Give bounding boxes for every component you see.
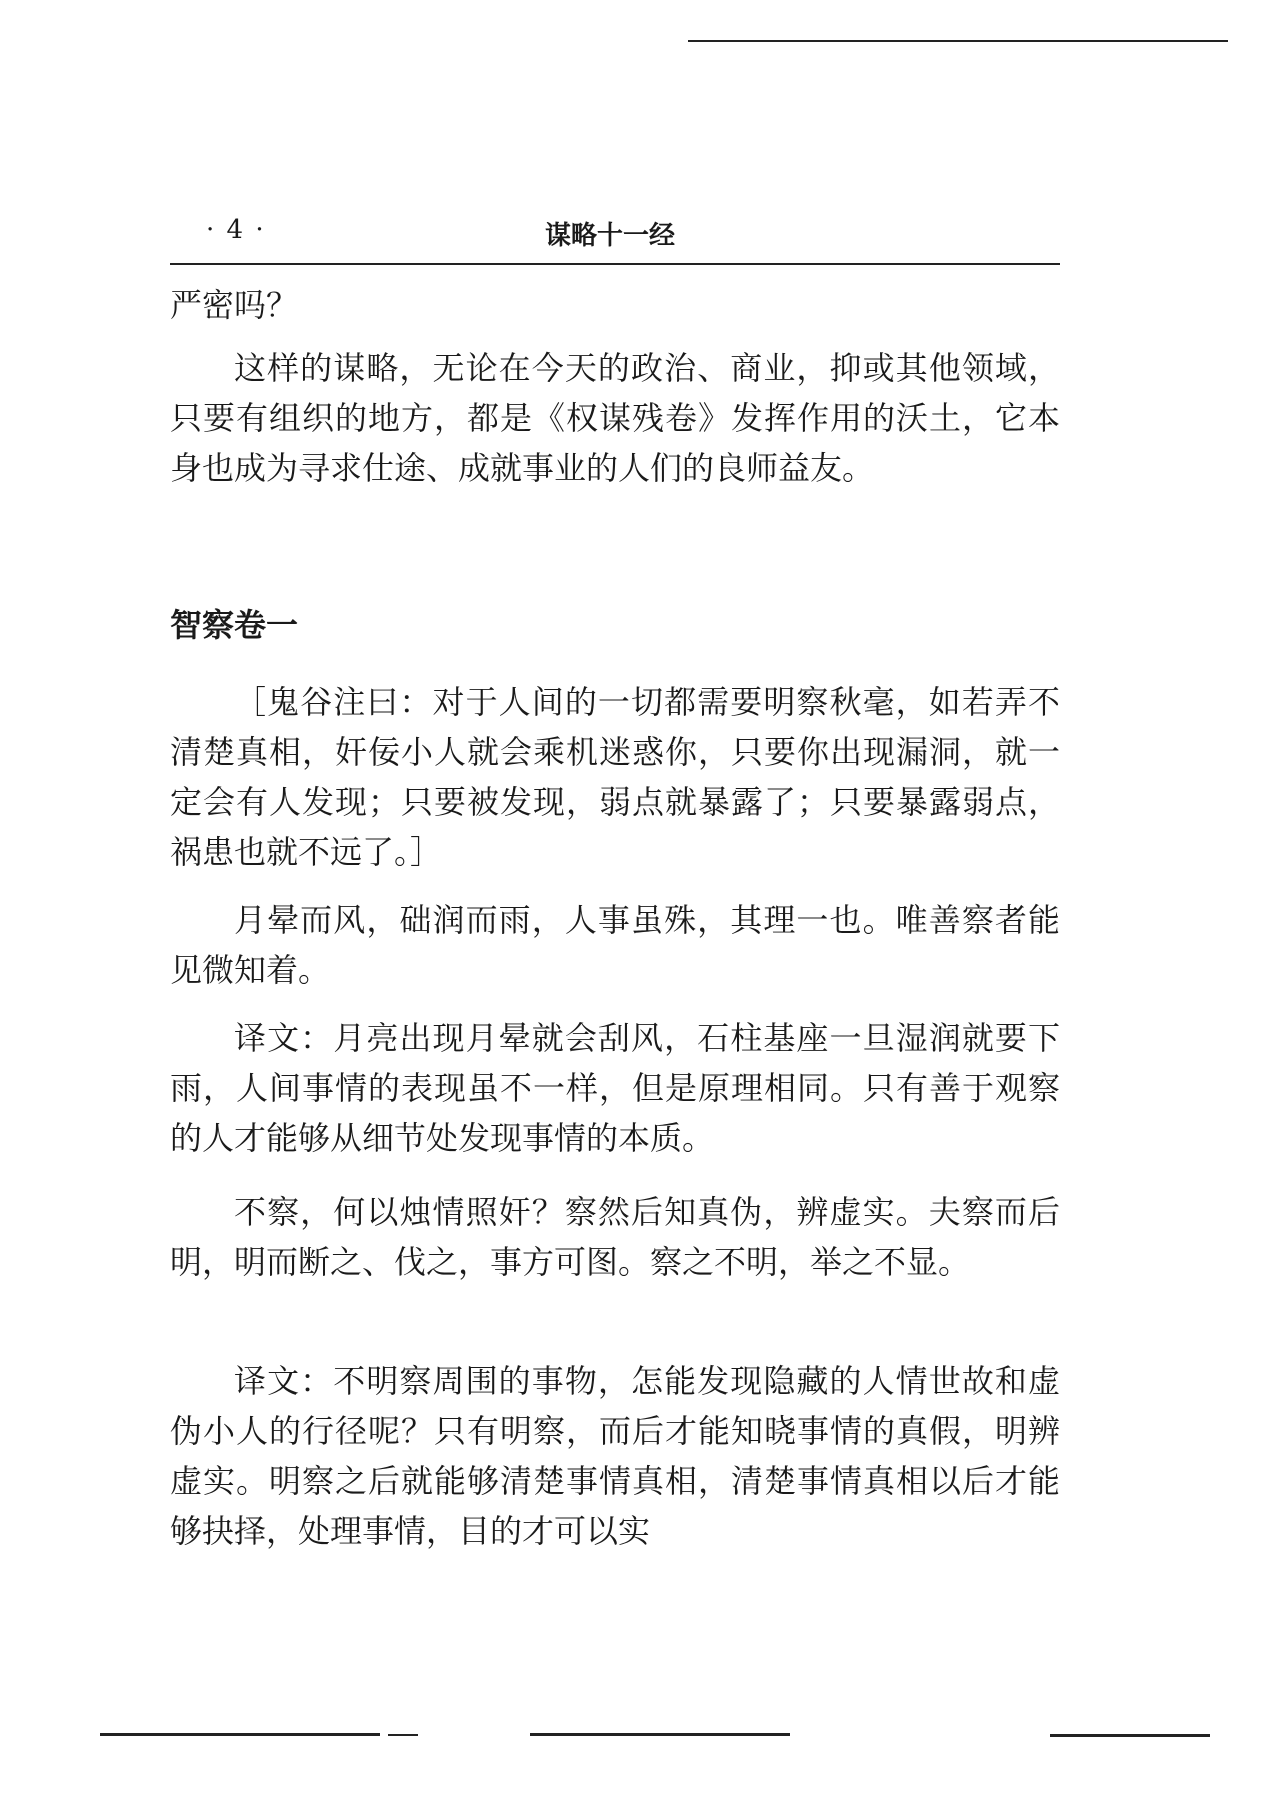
translation-paragraph: 译文：月亮出现月晕就会刮风，石柱基座一旦湿润就要下雨，人间事情的表现虽不一样，但是原理相同。只有善于观察的人才能够从细节处发现事情的本质。 — [170, 1019, 1060, 1157]
translation-paragraph: 译文：不明察周围的事物，怎能发现隐藏的人情世故和虚伪小人的行径呢？只有明察，而后才能知晓事情的真假，明辨虚实。明察之后就能够清楚事情真相，清楚事情真相以后才能够抉择，处理事情，目的才可以实 — [170, 1362, 1060, 1550]
top-scan-rule — [688, 40, 1228, 42]
scan-artifact — [100, 1733, 380, 1736]
running-title: 谋略十一经 — [545, 221, 676, 251]
scan-artifact — [1050, 1734, 1210, 1737]
classical-text-paragraph: 不察，何以烛情照奸？察然后知真伪，辨虚实。夫察而后明，明而断之、伐之，事方可图。察之不明，举之不显。 — [170, 1193, 1060, 1281]
page-header — [170, 215, 1055, 255]
paragraph-continuation: 严密吗？ — [170, 286, 299, 324]
header-rule — [170, 263, 1060, 265]
commentary-paragraph: ［鬼谷注曰：对于人间的一切都需要明察秋毫，如若弄不清楚真相，奸佞小人就会乘机迷惑你，只要你出现漏洞，就一定会有人发现；只要被发现，弱点就暴露了；只要暴露弱点，祸患也就不远了。］ — [170, 683, 1060, 871]
scan-artifact — [388, 1734, 418, 1736]
page-number: · 4 · — [206, 215, 266, 245]
paragraph: 这样的谋略，无论在今天的政治、商业，抑或其他领域，只要有组织的地方，都是《权谋残卷》发挥作用的沃土，它本身也成为寻求仕途、成就事业的人们的良师益友。 — [170, 349, 1060, 487]
classical-text-paragraph: 月晕而风，础润而雨，人事虽殊，其理一也。唯善察者能见微知着。 — [170, 901, 1060, 989]
scan-artifact — [530, 1733, 790, 1736]
section-heading: 智察卷一 — [170, 606, 299, 644]
